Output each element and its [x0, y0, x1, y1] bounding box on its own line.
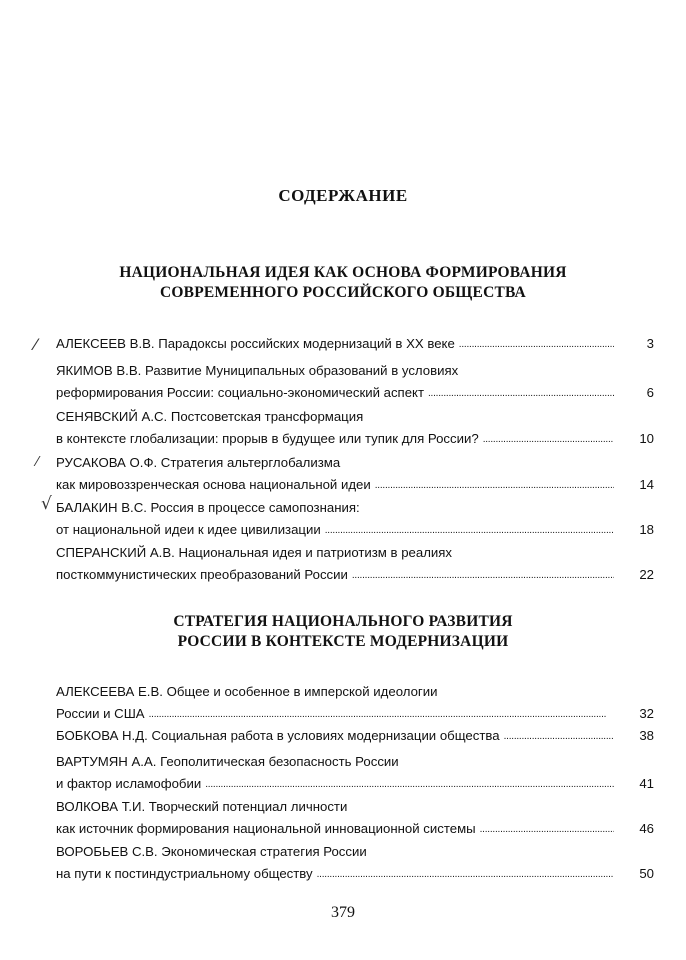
toc-title: СОДЕРЖАНИЕ [278, 186, 408, 205]
toc-entry-page: 10 [639, 431, 654, 446]
section-title-line: РОССИИ В КОНТЕКСТЕ МОДЕРНИЗАЦИИ [177, 633, 509, 650]
toc-entry-page: 38 [639, 728, 654, 743]
leader-dots [317, 862, 614, 886]
toc-entry-last-line [56, 564, 654, 588]
leader-dots [205, 772, 614, 796]
toc-entry-last-line [56, 519, 654, 543]
toc-entry [56, 751, 654, 797]
toc-entry [56, 360, 654, 406]
toc-entry [56, 542, 654, 588]
toc-entry-text: реформирования России: социально-экономический аспект [56, 385, 424, 400]
toc-entry-first-line: СПЕРАНСКИЙ А.В. Национальная идея и патриотизм в реалиях [56, 545, 453, 560]
toc-entry-page: 50 [639, 866, 654, 881]
leader-dots [325, 518, 614, 542]
toc-entry-text: БОБКОВА Н.Д. Социальная работа в условиях модернизации общества [56, 728, 500, 743]
toc-entry-first-line: БАЛАКИН В.С. Россия в процессе самопознания: [56, 500, 360, 515]
toc-entry-first-line: СЕНЯВСКИЙ А.С. Постсоветская трансформация [56, 409, 364, 424]
toc-entry-first-line: ВОЛКОВА Т.И. Творческий потенциал личности [56, 799, 348, 814]
leader-dots [480, 817, 614, 841]
toc-entry [56, 796, 654, 842]
toc-entry-first-line: РУСАКОВА О.Ф. Стратегия альтерглобализма [56, 455, 341, 470]
toc-entry-text: в контексте глобализации: прорыв в будущее или тупик для России? [56, 431, 479, 446]
toc-entry-last-line [56, 725, 654, 749]
toc-entry-last-line [56, 863, 654, 887]
toc-entry-last-line [56, 428, 654, 452]
pencil-tick-icon: ⁄ [34, 335, 37, 354]
toc-entry [56, 333, 654, 357]
section-title-1 [0, 263, 686, 303]
toc-entry-text: посткоммунистических преобразований России [56, 567, 348, 582]
leader-dots [428, 381, 614, 405]
toc-entry [56, 452, 654, 498]
toc-entry-last-line [56, 773, 654, 797]
toc-entry-page: 41 [639, 776, 654, 791]
section-title-line: СТРАТЕГИЯ НАЦИОНАЛЬНОГО РАЗВИТИЯ [173, 613, 513, 630]
leader-dots [504, 724, 614, 748]
leader-dots [459, 332, 614, 356]
toc-entry-page: 32 [639, 706, 654, 721]
checkmark-icon: √ [41, 494, 52, 514]
toc-entry-text: и фактор исламофобии [56, 776, 202, 791]
toc-entry-page: 22 [639, 567, 654, 582]
toc-entry-last-line [56, 382, 654, 406]
section-title-2 [0, 612, 686, 652]
section-title-line: НАЦИОНАЛЬНАЯ ИДЕЯ КАК ОСНОВА ФОРМИРОВАНИЯ [119, 264, 567, 281]
toc-entry-first-line: ВАРТУМЯН А.А. Геополитическая безопасность России [56, 754, 399, 769]
toc-entry [56, 841, 654, 887]
leader-dots [352, 563, 614, 587]
toc-entry-text: АЛЕКСЕЕВ В.В. Парадоксы российских модернизаций в XX веке [56, 336, 455, 351]
leader-dots [483, 427, 614, 451]
toc-entry-text: как мировоззренческая основа национальной идеи [56, 477, 371, 492]
toc-entry-page: 3 [646, 336, 654, 351]
toc-entry-last-line [56, 333, 654, 357]
toc-entry-first-line: ЯКИМОВ В.В. Развитие Муниципальных образований в условиях [56, 363, 459, 378]
toc-entry-text: России и США [56, 706, 145, 721]
toc-entry [56, 497, 654, 543]
toc-entry [56, 725, 654, 749]
toc-entry-text: на пути к постиндустриальному обществу [56, 866, 313, 881]
toc-entry-page: 6 [646, 385, 654, 400]
toc-entry-page: 18 [639, 522, 654, 537]
toc-entry-page: 14 [639, 477, 654, 492]
section-title-line: СОВРЕМЕННОГО РОССИЙСКОГО ОБЩЕСТВА [160, 284, 526, 301]
toc-entry-first-line: ВОРОБЬЕВ С.В. Экономическая стратегия России [56, 844, 367, 859]
toc-entry-text: как источник формирования национальной инновационной системы [56, 821, 476, 836]
toc-entry-text: от национальной идеи к идее цивилизации [56, 522, 321, 537]
toc-entry [56, 406, 654, 452]
pencil-tick-icon: ⁄ [36, 455, 39, 470]
toc-entry-last-line [56, 818, 654, 842]
toc-entry-page: 46 [639, 821, 654, 836]
toc-entry-first-line: АЛЕКСЕЕВА Е.В. Общее и особенное в имперской идеологии [56, 684, 438, 699]
leader-dots [149, 702, 614, 726]
page-number: 379 [331, 904, 355, 921]
toc-entry-last-line [56, 474, 654, 498]
leader-dots [375, 473, 614, 497]
toc-entry [56, 681, 654, 727]
